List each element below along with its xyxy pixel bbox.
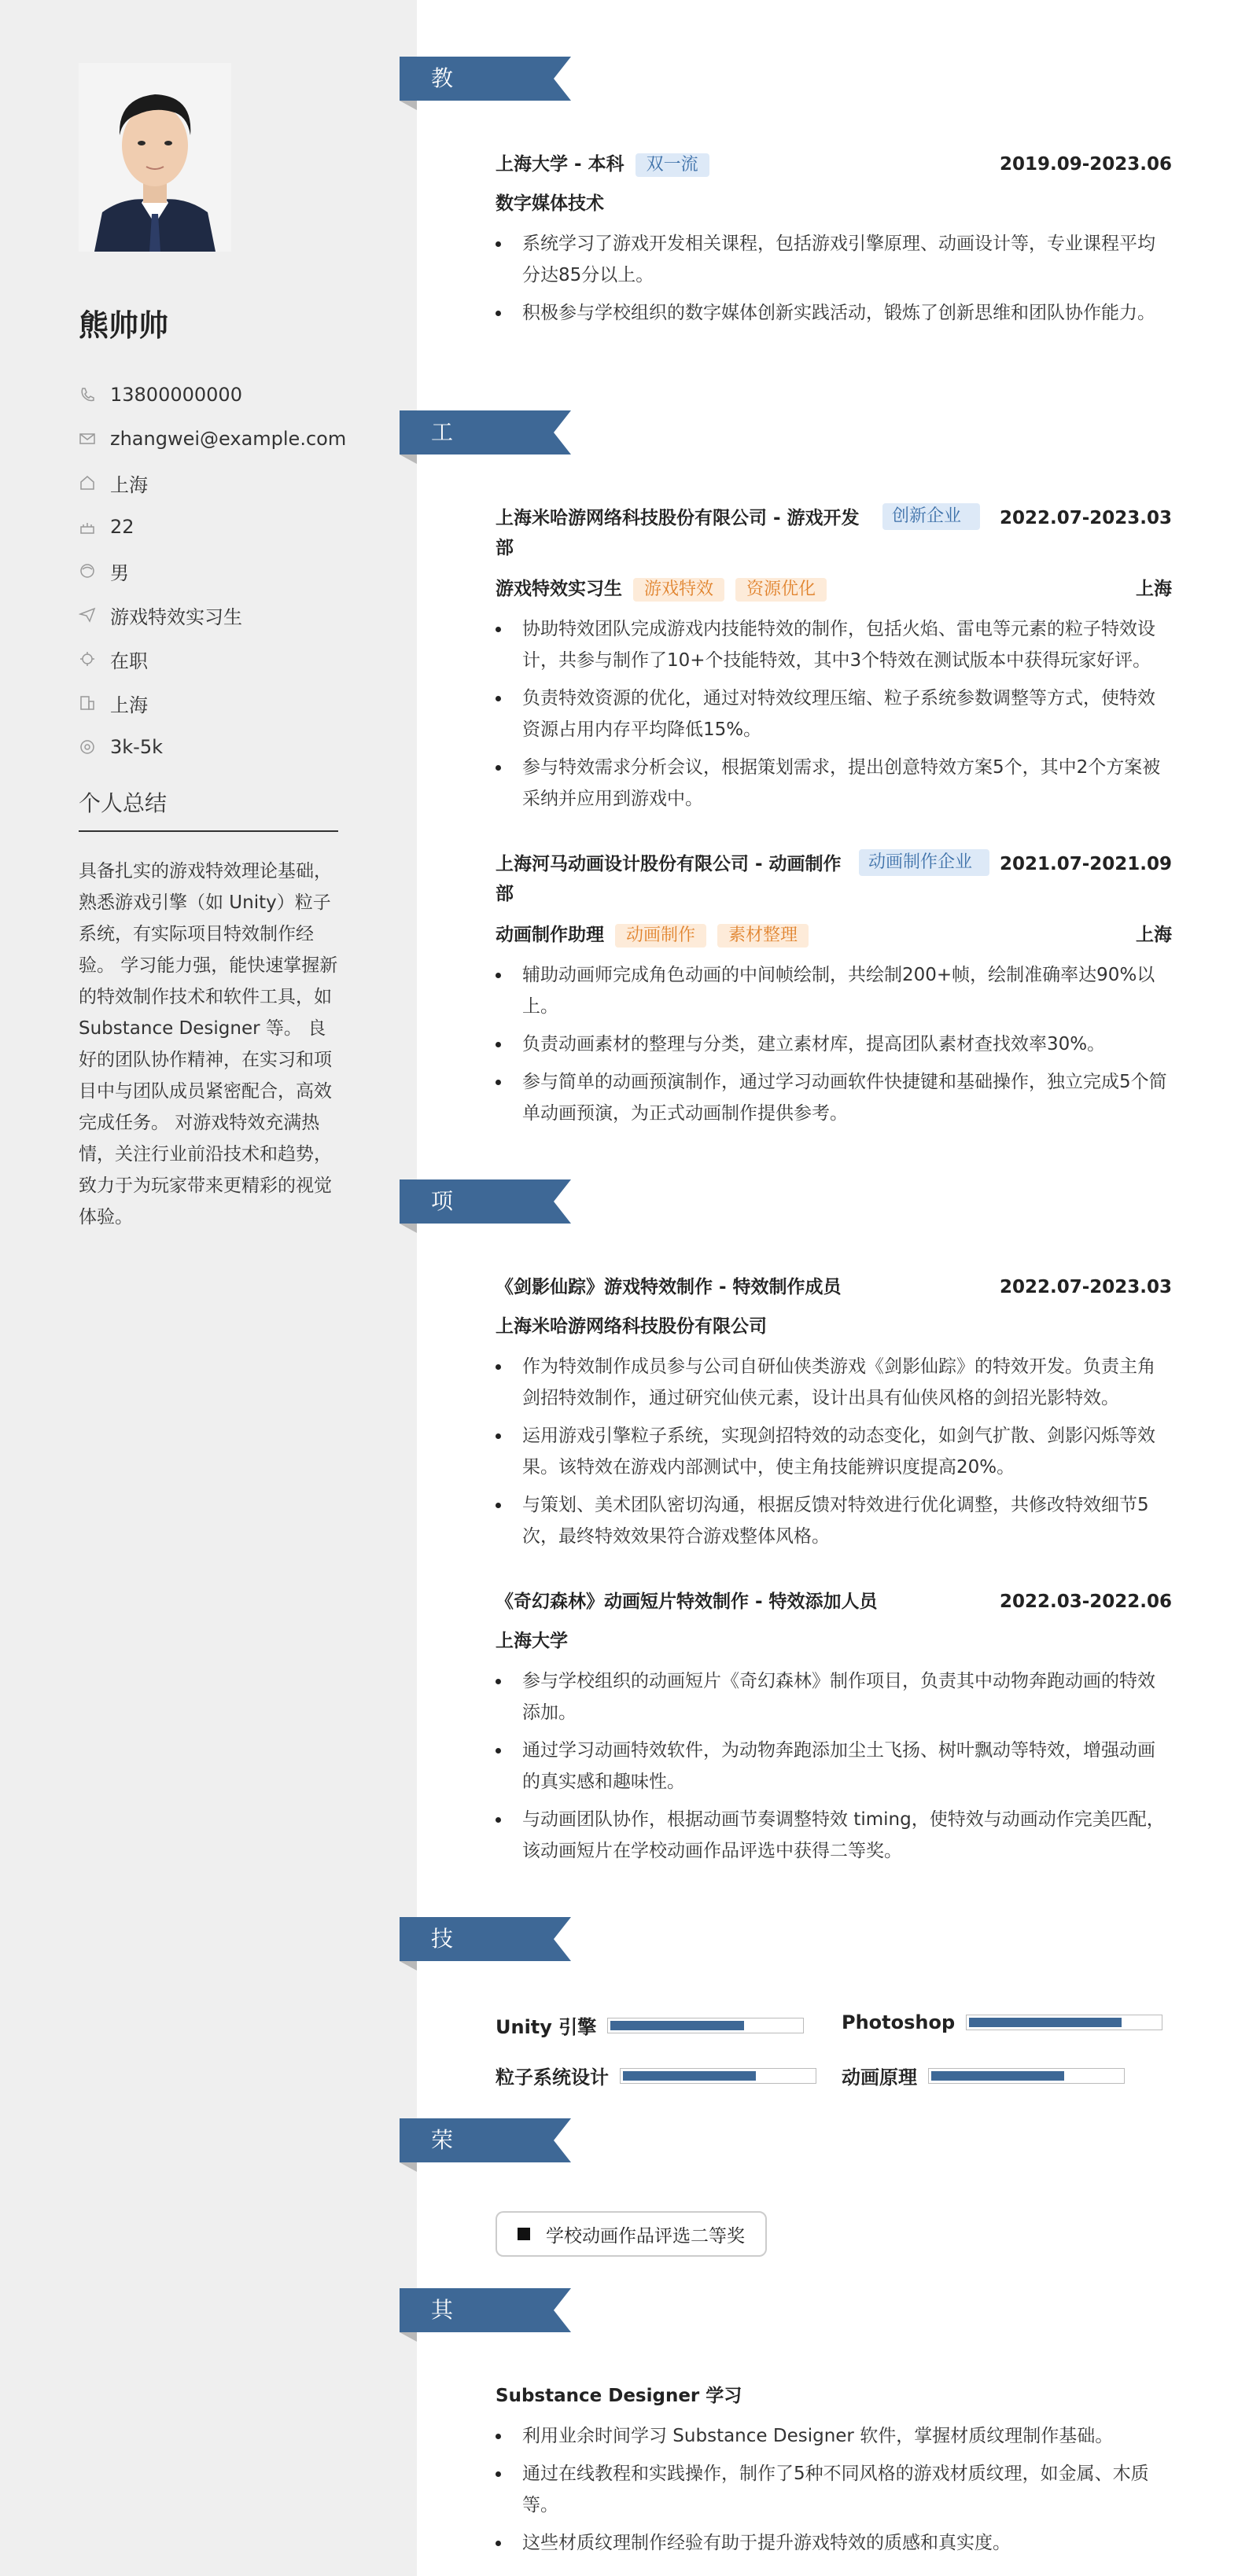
list-item: 运用游戏引擎粒子系统，实现剑招特效的动态变化，如剑气扩散、剑影闪烁等效果。该特效在游戏内部测试中，使主角技能辨识度提高20%。: [496, 1420, 1172, 1483]
education-date: 2019.09-2023.06: [999, 154, 1172, 175]
list-item: 负责动画素材的整理与分类，建立素材库，提高团队素材查找效率30%。: [496, 1029, 1172, 1060]
work-bullets: [496, 959, 1172, 1129]
section-banner-icon: [400, 1179, 573, 1235]
project-block-1: [496, 1272, 1172, 1558]
skill-name: Photoshop: [842, 2011, 956, 2033]
section-title: 其他信息: [431, 2297, 454, 2455]
section-title: 技能专长: [431, 1926, 454, 2084]
contact-job: [79, 593, 417, 637]
skill-item: [842, 2062, 1125, 2089]
company-name: 上海河马动画设计股份有限公司 - 动画制作部: [496, 854, 842, 904]
contact-gender-text: 男: [110, 561, 129, 584]
list-item: 通过在线教程和实践操作，制作了5种不同风格的游戏材质纹理，如金属、木质等。: [496, 2458, 1172, 2521]
summary-text: 具备扎实的游戏特效理论基础，熟悉游戏引擎（如 Unity）粒子系统，有实际项目特效制作经验。 学习能力强，能快速掌握新的特效制作技术和软件工具，如 Substance Designer 等。 良好的团队协作精神，在实习和项目中与团队成员紧密配合，高效完成任务。 对游戏特效充满热情，关注行业前沿技术和趋势，致力于为玩家带来更精彩的视觉体验。: [79, 861, 338, 1227]
summary-title: 个人总结: [79, 788, 338, 832]
gender-icon: [79, 562, 96, 580]
list-item: 这些材质纹理制作经验有助于提升游戏特效的质感和真实度。: [496, 2527, 1172, 2559]
cake-icon: [79, 518, 96, 535]
work-bullets: [496, 613, 1172, 815]
list-item: 负责特效资源的优化，通过对特效纹理压缩、粒子系统参数调整等方式，使特效资源占用内存平均降低15%。: [496, 683, 1172, 745]
project-bullets: [496, 1665, 1172, 1867]
contact-status-text: 在职: [110, 650, 148, 672]
home-icon: [79, 474, 96, 491]
honor-text: 学校动画作品评选二等奖: [546, 2225, 745, 2247]
main-content: [417, 0, 1249, 2576]
education-bullets: [496, 228, 1172, 329]
skill-bar-fill: [969, 2018, 1122, 2027]
education-block: [496, 149, 1172, 335]
contact-list: [79, 373, 417, 769]
job-city: 上海: [1136, 579, 1172, 599]
project-date: 2022.07-2023.03: [999, 1277, 1172, 1297]
school-name: 上海大学 - 本科: [496, 154, 624, 175]
candidate-name: 熊帅帅: [79, 308, 169, 343]
list-item: 积极参与学校组织的数字媒体创新实践活动，锻炼了创新思维和团队协作能力。: [496, 297, 1172, 329]
list-item: 参与学校组织的动画短片《奇幻森林》制作项目，负责其中动物奔跑动画的特效添加。: [496, 1665, 1172, 1728]
list-item: 利用业余时间学习 Substance Designer 软件，掌握材质纹理制作基础。: [496, 2420, 1172, 2452]
role-tag: 动画制作: [615, 924, 706, 948]
school-tag: 双一流: [636, 153, 709, 177]
major: 数字媒体技术: [496, 193, 604, 214]
other-title: Substance Designer 学习: [496, 2386, 742, 2406]
contact-age: [79, 505, 417, 549]
skill-bar-fill: [610, 2021, 743, 2030]
section-title: 教育经历: [431, 65, 454, 223]
contact-city: [79, 681, 417, 725]
skill-item: [496, 2062, 816, 2089]
company-tag: 创新企业: [882, 503, 980, 530]
skill-bar-fill: [623, 2071, 756, 2081]
send-icon: [79, 606, 96, 624]
list-item: 系统学习了游戏开发相关课程，包括游戏引擎原理、动画设计等，专业课程平均分达85分以上。: [496, 228, 1172, 291]
company-name: 上海米哈游网络科技股份有限公司 - 游戏开发部: [496, 508, 860, 558]
contact-salary: [79, 725, 417, 769]
work-date: 2021.07-2021.09: [999, 854, 1172, 874]
section-title: 荣誉奖项: [431, 2127, 454, 2285]
list-item: 协助特效团队完成游戏内技能特效的制作，包括火焰、雷电等元素的粒子特效设计，共参与制作了10+个技能特效，其中3个特效在测试版本中获得玩家好评。: [496, 613, 1172, 676]
job-role: 游戏特效实习生: [496, 579, 622, 599]
honor-chip: [496, 2211, 767, 2257]
section-banner-icon: [400, 1917, 573, 1972]
contact-home: [79, 461, 417, 505]
contact-status: [79, 637, 417, 681]
skill-bar-fill: [931, 2071, 1064, 2081]
project-title: 《剑影仙踪》游戏特效制作 - 特效制作成员: [496, 1277, 842, 1297]
skill-item: [496, 2011, 804, 2039]
status-icon: [79, 650, 96, 668]
job-role: 动画制作助理: [496, 925, 604, 945]
project-block-2: [496, 1587, 1172, 1873]
sidebar: [0, 0, 417, 2576]
project-org: 上海大学: [496, 1631, 568, 1651]
list-item: 参与特效需求分析会议，根据策划需求，提出创意特效方案5个，其中2个方案被采纳并应用到游戏中。: [496, 752, 1172, 815]
company-tag: 动画制作企业: [859, 849, 989, 876]
section-title: 工作经历: [431, 419, 454, 577]
profile-photo: [79, 63, 231, 252]
list-item: 与动画团队协作，根据动画节奏调整特效 timing，使特效与动画动作完美匹配，该动画短片在学校动画作品评选中获得二等奖。: [496, 1804, 1172, 1867]
role-tag: 素材整理: [717, 924, 809, 948]
list-item: 参与简单的动画预演制作，通过学习动画软件快捷键和基础操作，独立完成5个简单动画预演，为正式动画制作提供参考。: [496, 1066, 1172, 1129]
skill-item: [842, 2011, 1162, 2033]
skill-name: Unity 引擎: [496, 2016, 597, 2038]
square-bullet-icon: [518, 2228, 530, 2240]
work-block-2: [496, 849, 1172, 1135]
list-item: 通过学习动画特效软件，为动物奔跑添加尘土飞扬、树叶飘动等特效，增强动画的真实感和趣味性。: [496, 1735, 1172, 1798]
skill-bar: [966, 2015, 1162, 2030]
contact-salary-text: 3k-5k: [110, 736, 163, 758]
role-tag: 资源优化: [735, 578, 827, 602]
section-banner-icon: [400, 410, 573, 466]
section-banner-icon: [400, 2118, 573, 2173]
contact-phone-text: 13800000000: [110, 384, 242, 406]
skill-bar: [928, 2068, 1125, 2084]
contact-gender: [79, 549, 417, 593]
skill-bar: [620, 2068, 816, 2084]
project-bullets: [496, 1351, 1172, 1552]
skill-bar: [607, 2018, 804, 2033]
job-city: 上海: [1136, 925, 1172, 945]
contact-phone: [79, 373, 417, 417]
work-date: 2022.07-2023.03: [999, 508, 1172, 528]
contact-age-text: 22: [110, 516, 134, 538]
contact-city-text: 上海: [110, 694, 148, 716]
section-title: 项目经历: [431, 1188, 454, 1346]
role-tag: 游戏特效: [633, 578, 724, 602]
salary-icon: [79, 738, 96, 756]
list-item: 辅助动画师完成角色动画的中间帧绘制，共绘制200+帧，绘制准确率达90%以上。: [496, 959, 1172, 1022]
mail-icon: [79, 430, 96, 447]
project-title: 《奇幻森林》动画短片特效制作 - 特效添加人员: [496, 1592, 878, 1612]
list-item: 作为特效制作成员参与公司自研仙侠类游戏《剑影仙踪》的特效开发。负责主角剑招特效制作，通过研究仙侠元素，设计出具有仙侠风格的剑招光影特效。: [496, 1351, 1172, 1414]
project-org: 上海米哈游网络科技股份有限公司: [496, 1316, 767, 1337]
contact-email: [79, 417, 417, 461]
other-bullets: [496, 2420, 1172, 2559]
section-banner-icon: [400, 57, 573, 112]
project-date: 2022.03-2022.06: [999, 1592, 1172, 1612]
building-icon: [79, 694, 96, 712]
work-block-1: [496, 503, 1172, 821]
skill-name: 动画原理: [842, 2066, 917, 2088]
avatar: [79, 63, 231, 252]
other-block: [496, 2381, 1172, 2565]
contact-job-text: 游戏特效实习生: [110, 605, 242, 628]
contact-email-text: zhangwei@example.com: [110, 428, 347, 450]
phone-icon: [79, 386, 96, 403]
list-item: 与策划、美术团队密切沟通，根据反馈对特效进行优化调整，共修改特效细节5次，最终特效效果符合游戏整体风格。: [496, 1489, 1172, 1552]
contact-home-text: 上海: [110, 473, 148, 496]
section-banner-icon: [400, 2288, 573, 2343]
skill-name: 粒子系统设计: [496, 2066, 609, 2088]
